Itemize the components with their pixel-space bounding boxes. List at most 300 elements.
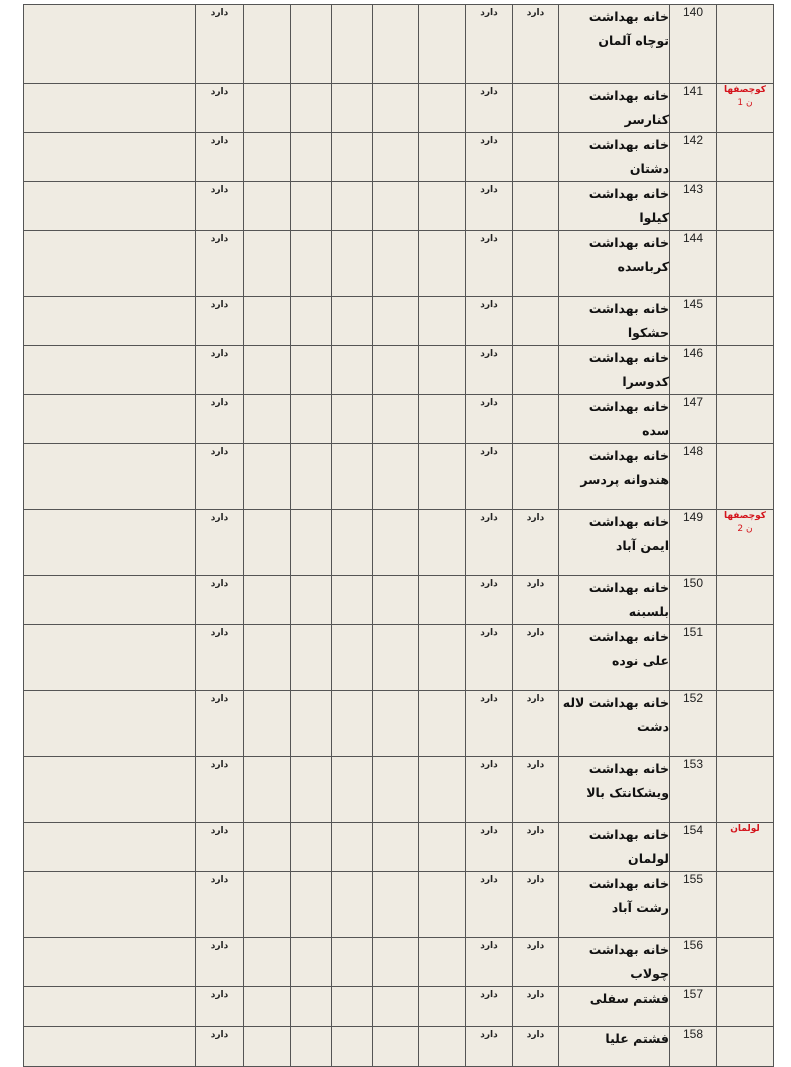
table-row [24, 872, 774, 938]
region-cell [717, 576, 774, 625]
status-cell [513, 231, 559, 297]
table-row [24, 510, 774, 576]
empty-cell [24, 231, 196, 297]
facility-name: خانه بهداشت لاله دشت [559, 691, 670, 757]
status-mark: دارد [480, 513, 498, 523]
status-cell [513, 987, 559, 1027]
empty-cell [291, 872, 332, 938]
empty-cell [332, 133, 373, 182]
status-cell [513, 84, 559, 133]
empty-cell [244, 757, 291, 823]
status-cell [466, 987, 513, 1027]
empty-cell [244, 576, 291, 625]
region-label: لولمان [730, 824, 760, 834]
status-mark: دارد [210, 398, 229, 408]
status-cell [196, 1027, 244, 1067]
empty-cell [373, 625, 419, 691]
empty-cell [419, 625, 466, 691]
status-cell [196, 823, 244, 872]
status-mark: دارد [526, 760, 545, 770]
table-row [24, 84, 774, 133]
status-cell [196, 757, 244, 823]
status-mark: دارد [526, 579, 545, 589]
status-cell [513, 691, 559, 757]
row-number: 145 [670, 297, 717, 346]
row-number: 141 [670, 84, 717, 133]
empty-cell [419, 182, 466, 231]
status-mark: دارد [210, 447, 229, 457]
status-mark: دارد [210, 8, 229, 18]
status-mark: دارد [210, 349, 229, 359]
status-mark: دارد [210, 579, 229, 589]
status-cell [466, 691, 513, 757]
empty-cell [24, 133, 196, 182]
status-cell [513, 133, 559, 182]
empty-cell [24, 444, 196, 510]
facility-name: خانه بهداشت ویشکانتک بالا [559, 757, 670, 823]
facility-name: خانه بهداشت کیلوا [559, 182, 670, 231]
status-cell [466, 625, 513, 691]
status-cell [196, 872, 244, 938]
empty-cell [291, 625, 332, 691]
region-cell [717, 987, 774, 1027]
region-cell [717, 510, 774, 576]
region-cell [717, 133, 774, 182]
table-row [24, 625, 774, 691]
status-mark: دارد [480, 136, 498, 146]
empty-cell [419, 84, 466, 133]
empty-cell [332, 757, 373, 823]
empty-cell [419, 1027, 466, 1067]
empty-cell [291, 1027, 332, 1067]
status-cell [513, 444, 559, 510]
empty-cell [24, 510, 196, 576]
empty-cell [244, 395, 291, 444]
empty-cell [373, 987, 419, 1027]
status-cell [196, 297, 244, 346]
region-cell [717, 823, 774, 872]
empty-cell [244, 625, 291, 691]
empty-cell [291, 987, 332, 1027]
status-cell [196, 84, 244, 133]
empty-cell [24, 625, 196, 691]
empty-cell [244, 444, 291, 510]
status-cell [196, 987, 244, 1027]
empty-cell [244, 84, 291, 133]
status-mark: دارد [480, 185, 498, 195]
region-cell [717, 5, 774, 84]
status-mark: دارد [480, 398, 498, 408]
status-mark: دارد [210, 234, 229, 244]
empty-cell [419, 938, 466, 987]
status-cell [196, 625, 244, 691]
row-number: 153 [670, 757, 717, 823]
health-houses-table [23, 4, 774, 1067]
empty-cell [373, 1027, 419, 1067]
empty-cell [419, 691, 466, 757]
empty-cell [419, 133, 466, 182]
row-number: 146 [670, 346, 717, 395]
facility-name: خانه بهداشت هندوانه پردسر [559, 444, 670, 510]
status-mark: دارد [526, 513, 545, 523]
region-cell [717, 691, 774, 757]
empty-cell [332, 84, 373, 133]
table-row [24, 938, 774, 987]
row-number: 154 [670, 823, 717, 872]
empty-cell [244, 938, 291, 987]
status-cell [466, 133, 513, 182]
table-row [24, 691, 774, 757]
facility-name: فشتم سفلی [559, 987, 670, 1027]
status-cell [196, 938, 244, 987]
row-number: 155 [670, 872, 717, 938]
status-mark: دارد [480, 694, 498, 704]
status-mark: دارد [480, 8, 498, 18]
empty-cell [291, 84, 332, 133]
empty-cell [373, 133, 419, 182]
status-cell [513, 182, 559, 231]
empty-cell [373, 576, 419, 625]
status-cell [513, 1027, 559, 1067]
status-cell [513, 938, 559, 987]
empty-cell [291, 444, 332, 510]
table-row [24, 987, 774, 1027]
status-mark: دارد [480, 349, 498, 359]
empty-cell [373, 872, 419, 938]
status-cell [513, 5, 559, 84]
region-cell [717, 444, 774, 510]
table-row [24, 757, 774, 823]
empty-cell [332, 444, 373, 510]
empty-cell [332, 231, 373, 297]
status-cell [466, 395, 513, 444]
status-cell [196, 133, 244, 182]
status-mark: دارد [480, 579, 498, 589]
region-cell [717, 872, 774, 938]
row-number: 158 [670, 1027, 717, 1067]
empty-cell [291, 395, 332, 444]
status-cell [196, 182, 244, 231]
empty-cell [332, 691, 373, 757]
facility-name: خانه بهداشت کدوسرا [559, 346, 670, 395]
empty-cell [24, 691, 196, 757]
facility-name: خانه بهداشت کنارسر [559, 84, 670, 133]
empty-cell [291, 510, 332, 576]
empty-cell [244, 987, 291, 1027]
status-cell [196, 691, 244, 757]
status-mark: دارد [526, 694, 545, 704]
status-cell [466, 576, 513, 625]
empty-cell [332, 297, 373, 346]
status-mark: دارد [480, 990, 498, 1000]
table-row [24, 231, 774, 297]
empty-cell [373, 395, 419, 444]
status-cell [466, 444, 513, 510]
facility-name: خانه بهداشت حشکوا [559, 297, 670, 346]
region-sublabel: ن 1 [737, 98, 753, 108]
status-cell [466, 872, 513, 938]
facility-name: خانه بهداشت سده [559, 395, 670, 444]
table-row [24, 346, 774, 395]
empty-cell [244, 133, 291, 182]
region-cell [717, 625, 774, 691]
empty-cell [24, 395, 196, 444]
empty-cell [244, 5, 291, 84]
facility-name: خانه بهداشت ایمن آباد [559, 510, 670, 576]
empty-cell [291, 576, 332, 625]
status-mark: دارد [480, 1030, 498, 1040]
status-cell [513, 297, 559, 346]
row-number: 142 [670, 133, 717, 182]
status-mark: دارد [526, 628, 545, 638]
region-cell [717, 757, 774, 823]
table-row [24, 182, 774, 231]
empty-cell [419, 510, 466, 576]
empty-cell [373, 84, 419, 133]
status-cell [513, 872, 559, 938]
region-cell [717, 1027, 774, 1067]
empty-cell [24, 823, 196, 872]
region-cell [717, 231, 774, 297]
empty-cell [24, 5, 196, 84]
status-cell [513, 757, 559, 823]
empty-cell [373, 297, 419, 346]
empty-cell [332, 576, 373, 625]
facility-name: خانه بهداشت علی نوده [559, 625, 670, 691]
row-number: 143 [670, 182, 717, 231]
region-cell [717, 346, 774, 395]
empty-cell [244, 231, 291, 297]
status-cell [466, 1027, 513, 1067]
empty-cell [291, 757, 332, 823]
status-mark: دارد [210, 1030, 229, 1040]
table-row [24, 5, 774, 84]
empty-cell [291, 691, 332, 757]
empty-cell [244, 1027, 291, 1067]
region-label: کوچصفها [723, 85, 767, 95]
status-mark [513, 133, 558, 136]
status-mark: دارد [210, 300, 229, 310]
empty-cell [332, 346, 373, 395]
empty-cell [24, 346, 196, 395]
empty-cell [24, 987, 196, 1027]
status-mark: دارد [480, 234, 498, 244]
region-cell [717, 297, 774, 346]
status-mark: دارد [210, 513, 229, 523]
status-cell [196, 444, 244, 510]
status-cell [466, 346, 513, 395]
empty-cell [291, 182, 332, 231]
document-page [23, 4, 773, 1046]
empty-cell [332, 1027, 373, 1067]
empty-cell [24, 297, 196, 346]
empty-cell [291, 346, 332, 395]
facility-name: خانه بهداشت چولاب [559, 938, 670, 987]
empty-cell [24, 182, 196, 231]
status-cell [196, 5, 244, 84]
empty-cell [419, 395, 466, 444]
status-mark: دارد [526, 941, 545, 951]
empty-cell [373, 938, 419, 987]
status-mark: دارد [210, 185, 229, 195]
status-mark: دارد [210, 826, 229, 836]
row-number: 152 [670, 691, 717, 757]
empty-cell [332, 823, 373, 872]
status-mark: دارد [526, 8, 545, 18]
empty-cell [419, 576, 466, 625]
status-cell [196, 395, 244, 444]
empty-cell [373, 231, 419, 297]
facility-name: خانه بهداشت دشتان [559, 133, 670, 182]
row-number: 149 [670, 510, 717, 576]
empty-cell [332, 510, 373, 576]
facility-name: خانه بهداشت لولمان [559, 823, 670, 872]
status-mark: دارد [480, 87, 498, 97]
status-cell [466, 231, 513, 297]
status-mark [513, 395, 558, 398]
status-cell [513, 823, 559, 872]
status-mark: دارد [480, 941, 498, 951]
status-cell [466, 823, 513, 872]
status-mark [513, 84, 558, 87]
status-cell [466, 297, 513, 346]
empty-cell [291, 823, 332, 872]
table-row [24, 133, 774, 182]
status-cell [466, 182, 513, 231]
status-cell [466, 938, 513, 987]
empty-cell [24, 938, 196, 987]
status-mark [513, 346, 558, 349]
row-number: 144 [670, 231, 717, 297]
status-cell [513, 510, 559, 576]
facility-name: خانه بهداشت رشت آباد [559, 872, 670, 938]
empty-cell [244, 182, 291, 231]
region-cell [717, 182, 774, 231]
status-mark [513, 444, 558, 447]
facility-name: خانه بهداشت کرباسده [559, 231, 670, 297]
empty-cell [291, 938, 332, 987]
row-number: 140 [670, 5, 717, 84]
status-mark: دارد [480, 760, 498, 770]
status-mark: دارد [480, 628, 498, 638]
status-cell [513, 576, 559, 625]
table-row [24, 823, 774, 872]
status-mark: دارد [480, 826, 498, 836]
status-mark: دارد [210, 760, 229, 770]
facility-name: فشتم علیا [559, 1027, 670, 1067]
region-cell [717, 395, 774, 444]
table-row [24, 444, 774, 510]
empty-cell [244, 823, 291, 872]
empty-cell [373, 444, 419, 510]
empty-cell [419, 757, 466, 823]
status-mark: دارد [526, 875, 545, 885]
empty-cell [244, 297, 291, 346]
status-mark: دارد [210, 136, 229, 146]
empty-cell [332, 872, 373, 938]
status-cell [466, 757, 513, 823]
status-cell [196, 231, 244, 297]
region-cell [717, 84, 774, 133]
row-number: 156 [670, 938, 717, 987]
status-mark: دارد [210, 87, 229, 97]
status-mark: دارد [210, 941, 229, 951]
empty-cell [373, 182, 419, 231]
status-cell [196, 510, 244, 576]
empty-cell [332, 987, 373, 1027]
status-cell [466, 84, 513, 133]
status-cell [196, 576, 244, 625]
status-mark: دارد [210, 694, 229, 704]
table-row [24, 395, 774, 444]
empty-cell [244, 510, 291, 576]
empty-cell [419, 5, 466, 84]
status-cell [513, 346, 559, 395]
status-cell [513, 625, 559, 691]
status-mark [513, 297, 558, 300]
empty-cell [244, 691, 291, 757]
empty-cell [373, 823, 419, 872]
empty-cell [373, 346, 419, 395]
row-number: 157 [670, 987, 717, 1027]
status-mark [513, 231, 558, 234]
status-cell [466, 5, 513, 84]
region-cell [717, 938, 774, 987]
empty-cell [291, 5, 332, 84]
status-mark: دارد [480, 875, 498, 885]
table-row [24, 297, 774, 346]
region-label: کوچصفها [723, 511, 767, 521]
empty-cell [244, 872, 291, 938]
table-row [24, 576, 774, 625]
empty-cell [373, 5, 419, 84]
empty-cell [373, 510, 419, 576]
status-cell [196, 346, 244, 395]
facility-name: خانه بهداشت بلسبنه [559, 576, 670, 625]
empty-cell [24, 84, 196, 133]
facility-name: خانه بهداشت توچاه آلمان [559, 5, 670, 84]
empty-cell [419, 987, 466, 1027]
status-mark: دارد [526, 1030, 545, 1040]
table-row [24, 1027, 774, 1067]
empty-cell [373, 691, 419, 757]
empty-cell [332, 625, 373, 691]
empty-cell [332, 5, 373, 84]
status-mark: دارد [210, 628, 229, 638]
empty-cell [419, 346, 466, 395]
empty-cell [24, 872, 196, 938]
empty-cell [419, 231, 466, 297]
empty-cell [291, 231, 332, 297]
empty-cell [24, 576, 196, 625]
row-number: 150 [670, 576, 717, 625]
status-cell [513, 395, 559, 444]
empty-cell [291, 133, 332, 182]
empty-cell [332, 938, 373, 987]
status-mark [513, 182, 558, 185]
empty-cell [419, 297, 466, 346]
status-mark: دارد [480, 447, 498, 457]
region-sublabel: ن 2 [737, 524, 753, 534]
empty-cell [419, 823, 466, 872]
empty-cell [291, 297, 332, 346]
empty-cell [332, 395, 373, 444]
status-cell [466, 510, 513, 576]
empty-cell [24, 757, 196, 823]
status-mark: دارد [526, 990, 545, 1000]
empty-cell [24, 1027, 196, 1067]
row-number: 147 [670, 395, 717, 444]
